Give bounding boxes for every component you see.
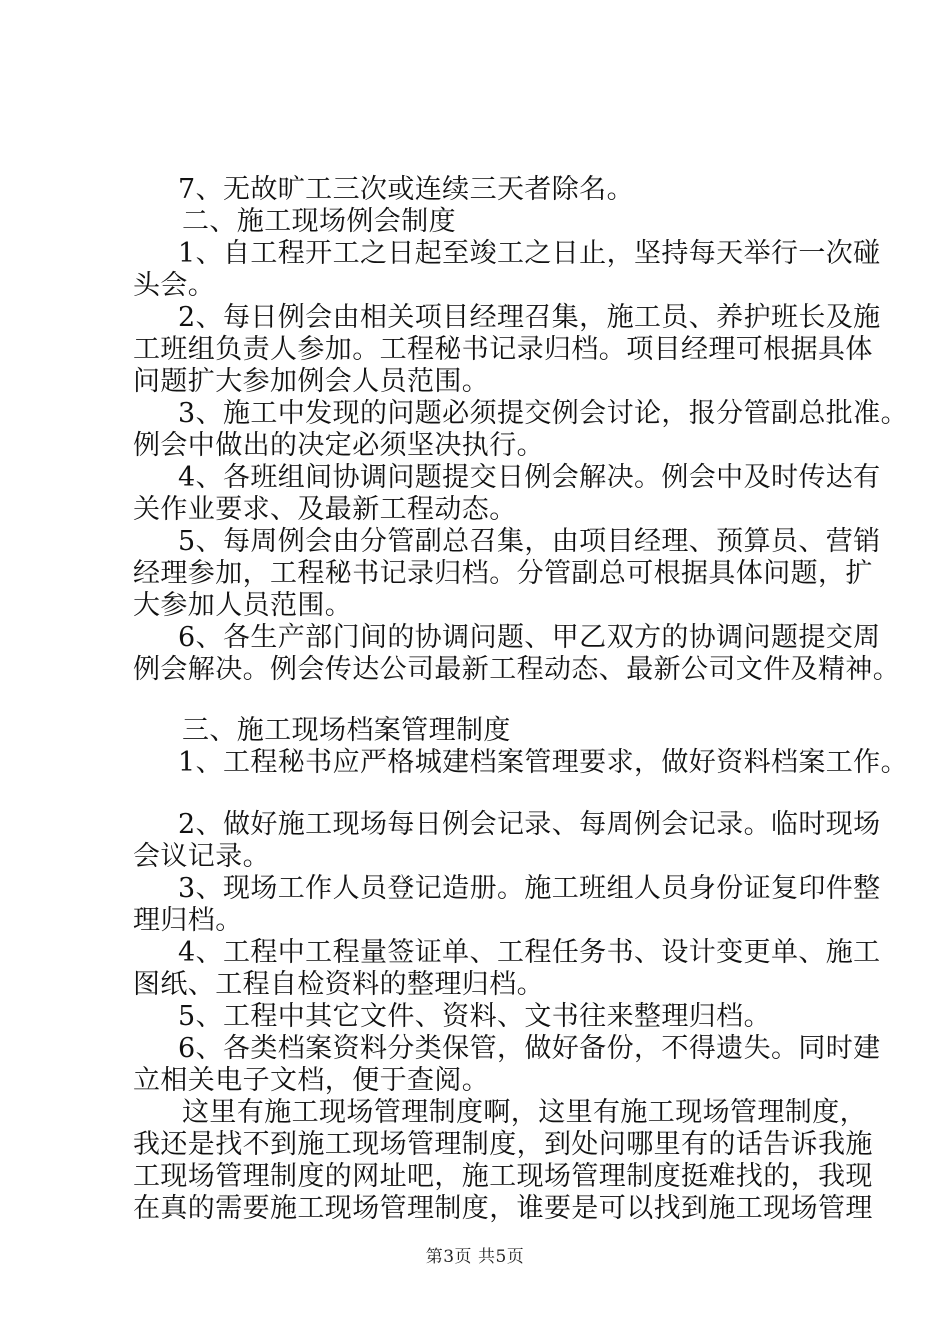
paragraph-line: 大参加人员范围。 (133, 590, 353, 621)
paragraph-line: 例会解决。例会传达公司最新工程动态、最新公司文件及精神。 (133, 654, 901, 685)
page-number-footer: 第3页 共5页 (425, 1247, 525, 1267)
paragraph-line: 例会中做出的决定必须坚决执行。 (133, 430, 544, 461)
paragraph-line: 在真的需要施工现场管理制度，谁要是可以找到施工现场管理 (133, 1193, 873, 1224)
paragraph-line: 6、各生产部门间的协调问题、甲乙双方的协调问题提交周 (178, 622, 881, 653)
paragraph-line: 我还是找不到施工现场管理制度，到处问哪里有的话告诉我施 (133, 1129, 873, 1160)
paragraph-line: 问题扩大参加例会人员范围。 (133, 366, 490, 397)
paragraph-line: 1、自工程开工之日起至竣工之日止，坚持每天举行一次碰 (178, 238, 881, 269)
paragraph-line: 关作业要求、及最新工程动态。 (133, 494, 517, 525)
paragraph-line: 7、无故旷工三次或连续三天者除名。 (178, 174, 634, 205)
paragraph-line: 2、每日例会由相关项目经理召集，施工员、养护班长及施 (178, 302, 881, 333)
paragraph-line: 5、每周例会由分管副总召集，由项目经理、预算员、营销 (178, 526, 881, 557)
paragraph-line: 工班组负责人参加。工程秘书记录归档。项目经理可根据具体 (133, 334, 873, 365)
paragraph-line: 理归档。 (133, 905, 243, 936)
paragraph-line: 4、各班组间协调问题提交日例会解决。例会中及时传达有 (178, 462, 881, 493)
paragraph-line: 这里有施工现场管理制度啊，这里有施工现场管理制度， (182, 1097, 867, 1128)
paragraph-line: 图纸、工程自检资料的整理归档。 (133, 969, 544, 1000)
paragraph-line: 会议记录。 (133, 841, 270, 872)
paragraph-line: 6、各类档案资料分类保管，做好备份，不得遗失。同时建 (178, 1033, 881, 1064)
paragraph-line: 头会。 (133, 270, 216, 301)
paragraph-line: 5、工程中其它文件、资料、文书往来整理归档。 (178, 1001, 771, 1032)
paragraph-line: 3、施工中发现的问题必须提交例会讨论，报分管副总批准。 (178, 398, 908, 429)
section-heading: 二、施工现场例会制度 (182, 206, 456, 237)
paragraph-line: 3、现场工作人员登记造册。施工班组人员身份证复印件整 (178, 873, 881, 904)
paragraph-line: 4、工程中工程量签证单、工程任务书、设计变更单、施工 (178, 937, 881, 968)
paragraph-line: 经理参加，工程秘书记录归档。分管副总可根据具体问题，扩 (133, 558, 873, 589)
section-heading: 三、施工现场档案管理制度 (182, 715, 511, 746)
paragraph-line: 2、做好施工现场每日例会记录、每周例会记录。临时现场 (178, 809, 881, 840)
paragraph-line: 1、工程秘书应严格城建档案管理要求，做好资料档案工作。 (178, 747, 908, 778)
paragraph-line: 工现场管理制度的网址吧，施工现场管理制度挺难找的，我现 (133, 1161, 873, 1192)
paragraph-line: 立相关电子文档，便于查阅。 (133, 1065, 490, 1096)
